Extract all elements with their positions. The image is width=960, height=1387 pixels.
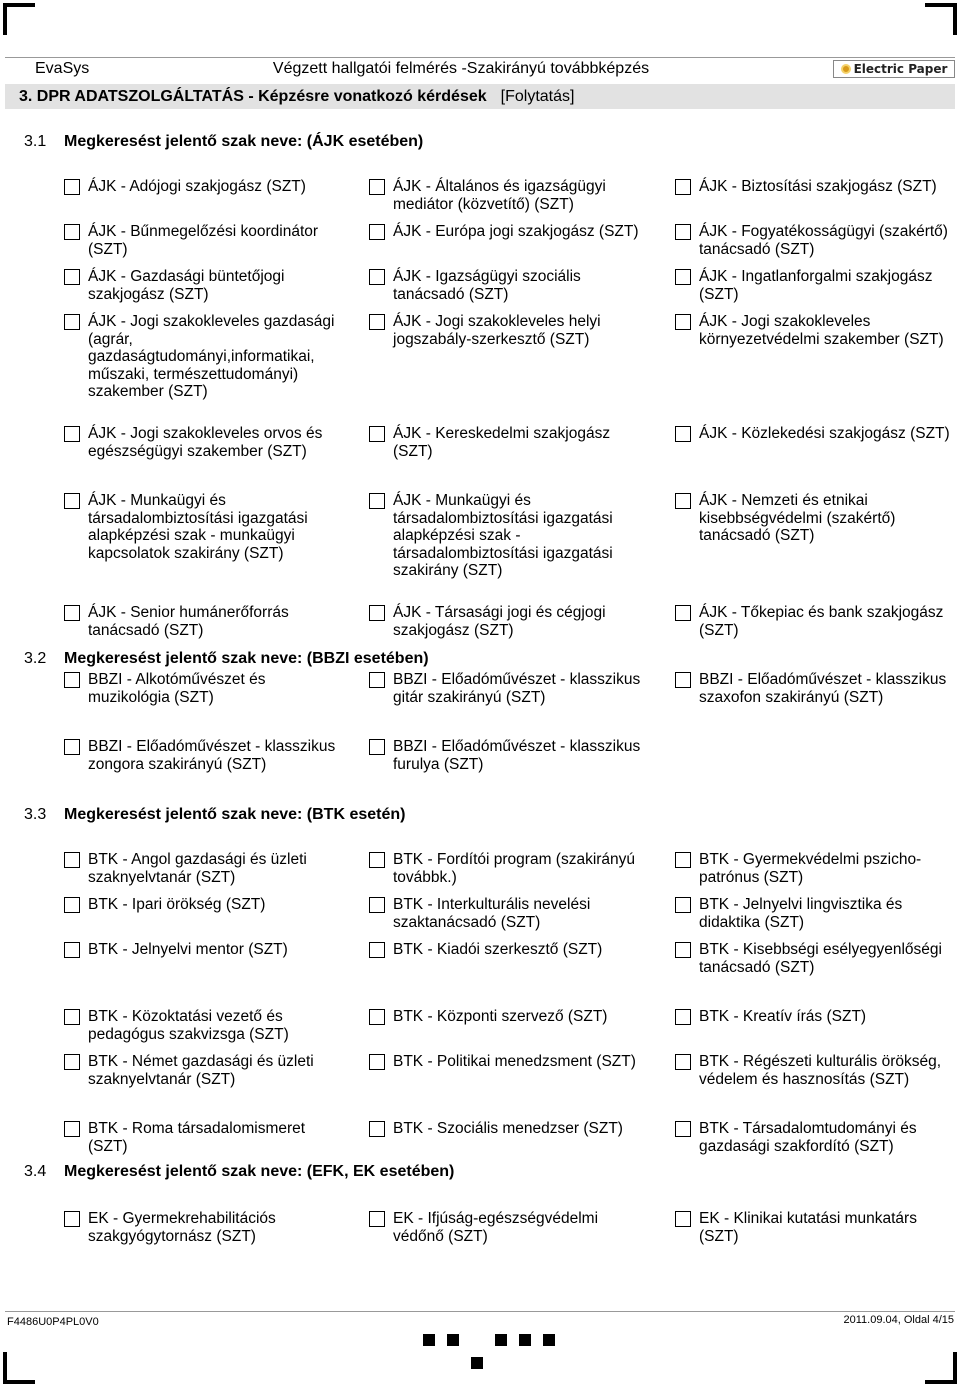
checkbox-option[interactable] [64,941,339,959]
option-label: ÁJK - Igazságügyi szociális tanácsadó (SZT) [393,268,581,303]
question-heading [24,133,423,151]
checkbox-option[interactable] [369,604,644,639]
checkbox-option[interactable] [369,425,644,460]
checkbox-option[interactable] [675,1210,950,1245]
checkbox-option[interactable] [64,313,339,401]
checkbox-option[interactable] [675,896,950,931]
question-number: 3.2 [24,650,47,667]
checkbox-option[interactable] [369,313,644,348]
option-label: ÁJK - Fogyatékosságügyi (szakértő) tanácsadó (SZT) [699,223,948,258]
checkbox-option[interactable] [369,1210,644,1245]
option-label: ÁJK - Adójogi szakjogász (SZT) [88,178,306,195]
registration-mark [423,1334,435,1346]
checkbox[interactable] [64,852,80,868]
checkbox[interactable] [675,269,691,285]
corner-mark-bottom-left [3,1352,35,1384]
option-label: BTK - Roma társadalomismeret (SZT) [88,1120,306,1155]
checkbox-option[interactable] [369,178,644,213]
option-label: ÁJK - Gazdasági büntetőjogi szakjogász (SZT) [88,268,285,303]
checkbox-option[interactable] [675,941,950,976]
checkbox[interactable] [675,426,691,442]
checkbox[interactable] [675,1121,691,1137]
option-label: BBZI - Előadóművészet - klasszikus furulya (SZT) [393,738,641,773]
option-label: ÁJK - Tőkepiac és bank szakjogász (SZT) [699,604,944,639]
checkbox[interactable] [675,179,691,195]
registration-mark [471,1357,483,1369]
checkbox-option[interactable] [675,268,950,303]
checkbox[interactable] [64,605,80,621]
option-label: ÁJK - Jogi szakokleveles orvos és egészségügyi szakember (SZT) [88,425,323,460]
option-label: BTK - Kiadói szerkesztő (SZT) [393,941,603,958]
option-label: ÁJK - Jogi szakokleveles gazdasági (agrár, gazdaságtudományi,informatikai, műszaki, természettudományi) szakember (SZT) [88,313,335,400]
option-label: ÁJK - Biztosítási szakjogász (SZT) [699,178,937,195]
logo-icon [841,64,851,74]
option-label: ÁJK - Senior humánerőforrás tanácsadó (SZT) [88,604,289,639]
checkbox-option[interactable] [675,1008,950,1026]
checkbox-option[interactable] [369,896,644,931]
checkbox-option[interactable] [369,671,644,706]
checkbox[interactable] [369,224,385,240]
option-label: BTK - Jelnyelvi lingvisztika és didaktika (SZT) [699,896,903,931]
checkbox[interactable] [369,1009,385,1025]
checkbox-option[interactable] [369,223,644,241]
option-label: BBZI - Alkotóművészet és muzikológia (SZT) [88,671,266,706]
option-label: ÁJK - Munkaügyi és társadalombiztosítási igazgatási alapképzési szak - társadalombiztosítási igazgatási szakirány (SZT) [393,492,613,579]
checkbox[interactable] [675,605,691,621]
option-label: BTK - Közoktatási vezető és pedagógus szakvizsga (SZT) [88,1008,289,1043]
question-title: Megkeresést jelentő szak neve: (BTK esetén) [64,806,406,823]
date-page-number: 2011.09.04, Oldal 4/15 [843,1314,954,1326]
checkbox[interactable] [64,1121,80,1137]
question-number: 3.3 [24,806,47,823]
option-label: BTK - Központi szervező (SZT) [393,1008,608,1025]
option-label: BTK - Jelnyelvi mentor (SZT) [88,941,288,958]
option-label: BBZI - Előadóművészet - klasszikus gitár szakirányú (SZT) [393,671,641,706]
option-label: ÁJK - Kereskedelmi szakjogász (SZT) [393,425,611,460]
checkbox[interactable] [64,426,80,442]
registration-mark [519,1334,531,1346]
checkbox-option[interactable] [369,268,644,303]
option-label: ÁJK - Munkaügyi és társadalombiztosítási igazgatási alapképzési szak - munkaügyi kapcsolatok szakirány (SZT) [88,492,308,562]
question-title: Megkeresést jelentő szak neve: (EFK, EK esetében) [64,1163,455,1180]
checkbox[interactable] [64,224,80,240]
checkbox[interactable] [675,852,691,868]
checkbox-option[interactable] [369,738,644,773]
option-label: BTK - Szociális menedzser (SZT) [393,1120,623,1137]
question-heading [24,806,405,824]
electric-paper-logo [833,60,955,78]
checkbox[interactable] [675,493,691,509]
checkbox-option[interactable] [64,671,339,706]
checkbox[interactable] [64,672,80,688]
checkbox[interactable] [369,672,385,688]
checkbox-option[interactable] [64,223,339,258]
option-label: EK - Gyermekrehabilitációs szakgyógytornász (SZT) [88,1210,276,1245]
checkbox[interactable] [369,1054,385,1070]
checkbox[interactable] [369,179,385,195]
option-label: ÁJK - Jogi szakokleveles helyi jogszabály-szerkesztő (SZT) [393,313,601,348]
question-title: Megkeresést jelentő szak neve: (BBZI esetében) [64,650,429,667]
checkbox-option[interactable] [675,671,950,706]
checkbox-option[interactable] [64,1210,339,1245]
checkbox-option[interactable] [64,1053,339,1088]
checkbox[interactable] [369,942,385,958]
checkbox[interactable] [675,942,691,958]
checkbox[interactable] [64,269,80,285]
checkbox-option[interactable] [675,604,950,639]
option-label: BTK - Kreatív írás (SZT) [699,1008,867,1025]
option-label: ÁJK - Általános és igazságügyi mediátor (közvetítő) (SZT) [393,178,606,213]
question-number: 3.4 [24,1163,47,1180]
checkbox-option[interactable] [675,851,950,886]
checkbox-option[interactable] [64,425,339,460]
checkbox-option[interactable] [675,223,950,258]
checkbox-option[interactable] [369,1120,644,1138]
checkbox[interactable] [369,426,385,442]
footer-divider [5,1311,955,1312]
checkbox[interactable] [64,942,80,958]
checkbox-option[interactable] [64,604,339,639]
corner-mark-top-left [3,3,35,35]
option-label: BTK - Fordítói program (szakirányú továbbk.) [393,851,636,886]
option-label: ÁJK - Közlekedési szakjogász (SZT) [699,425,950,442]
checkbox-option[interactable] [369,1053,644,1071]
checkbox-option[interactable] [64,178,339,196]
checkbox[interactable] [369,1211,385,1227]
checkbox-option[interactable] [675,492,950,545]
checkbox-option[interactable] [64,896,339,914]
option-label: ÁJK - Társasági jogi és cégjogi szakjogász (SZT) [393,604,606,639]
checkbox-option[interactable] [675,1120,950,1155]
registration-mark [543,1334,555,1346]
logo-text: Electric Paper [853,61,948,76]
option-label: BTK - Interkulturális nevelési szaktanácsadó (SZT) [393,896,591,931]
checkbox-option[interactable] [675,1053,950,1088]
option-label: EK - Klinikai kutatási munkatárs (SZT) [699,1210,917,1245]
checkbox[interactable] [369,493,385,509]
option-label: ÁJK - Bűnmegelőzési koordinátor (SZT) [88,223,319,258]
option-label: ÁJK - Nemzeti és etnikai kisebbségvédelmi (szakértő) tanácsadó (SZT) [699,492,896,544]
checkbox-option[interactable] [369,851,644,886]
checkbox[interactable] [64,493,80,509]
checkbox-option[interactable] [369,492,644,580]
checkbox-option[interactable] [369,1008,644,1026]
checkbox[interactable] [64,739,80,755]
option-label: BTK - Politikai menedzsment (SZT) [393,1053,636,1070]
checkbox[interactable] [675,672,691,688]
checkbox[interactable] [675,1009,691,1025]
option-label: BTK - Angol gazdasági és üzleti szaknyelvtanár (SZT) [88,851,307,886]
checkbox[interactable] [64,179,80,195]
checkbox[interactable] [369,852,385,868]
option-label: BBZI - Előadóművészet - klasszikus zongora szakirányú (SZT) [88,738,336,773]
checkbox-option[interactable] [64,738,339,773]
option-label: BTK - Gyermekvédelmi pszicho-patrónus (SZT) [699,851,922,886]
option-label: BTK - Ipari örökség (SZT) [88,896,266,913]
checkbox[interactable] [369,314,385,330]
checkbox[interactable] [369,1121,385,1137]
checkbox-option[interactable] [369,941,644,959]
question-heading [24,650,429,668]
registration-mark [447,1334,459,1346]
option-label: EK - Ifjúság-egészségvédelmi védőnő (SZT) [393,1210,599,1245]
checkbox[interactable] [64,897,80,913]
checkbox[interactable] [675,314,691,330]
question-title: Megkeresést jelentő szak neve: (ÁJK esetében) [64,133,424,150]
checkbox-option[interactable] [64,1120,339,1155]
option-label: ÁJK - Európa jogi szakjogász (SZT) [393,223,639,240]
checkbox[interactable] [369,897,385,913]
checkbox-option[interactable] [675,178,950,196]
checkbox[interactable] [64,1009,80,1025]
checkbox[interactable] [369,739,385,755]
section-title: 3. DPR ADATSZOLGÁLTATÁS - Képzésre vonatkozó kérdések [19,87,487,105]
checkbox-option[interactable] [64,1008,339,1043]
checkbox[interactable] [369,269,385,285]
checkbox[interactable] [675,897,691,913]
question-heading [24,1163,454,1181]
form-code: F4486U0P4PL0V0 [7,1316,99,1328]
corner-mark-top-right [925,3,957,35]
checkbox[interactable] [675,224,691,240]
registration-mark [495,1334,507,1346]
section-header [5,84,955,109]
checkbox-option[interactable] [64,268,339,303]
option-label: BBZI - Előadóművészet - klasszikus szaxofon szakirányú (SZT) [699,671,947,706]
checkbox[interactable] [369,605,385,621]
brand-name: EvaSys [35,59,90,77]
question-number: 3.1 [24,133,47,150]
checkbox[interactable] [675,1211,691,1227]
checkbox-option[interactable] [64,492,339,562]
checkbox-option[interactable] [64,851,339,886]
checkbox-option[interactable] [675,425,950,443]
option-label: ÁJK - Ingatlanforgalmi szakjogász (SZT) [699,268,933,303]
checkbox[interactable] [64,1211,80,1227]
checkbox-option[interactable] [675,313,950,348]
option-label: BTK - Kisebbségi esélyegyenlőségi tanácsadó (SZT) [699,941,942,976]
option-label: BTK - Társadalomtudományi és gazdasági szakfordító (SZT) [699,1120,917,1155]
corner-mark-bottom-right [925,1352,957,1384]
survey-title: Végzett hallgatói felmérés -Szakirányú továbbképzés [272,59,650,77]
form-header [5,57,955,79]
option-label: ÁJK - Jogi szakokleveles környezetvédelmi szakember (SZT) [699,313,944,348]
section-continuation: [Folytatás] [500,87,575,105]
option-label: BTK - Régészeti kulturális örökség, védelem és hasznosítás (SZT) [699,1053,942,1088]
checkbox[interactable] [64,1054,80,1070]
checkbox[interactable] [64,314,80,330]
checkbox[interactable] [675,1054,691,1070]
option-label: BTK - Német gazdasági és üzleti szaknyelvtanár (SZT) [88,1053,314,1088]
